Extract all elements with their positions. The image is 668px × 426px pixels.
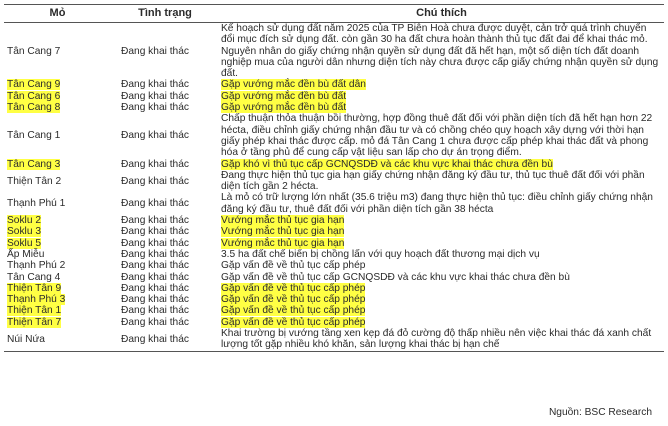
note-cell bbox=[219, 91, 664, 102]
source-note: Nguồn: BSC Research bbox=[548, 407, 652, 418]
mine-name-cell-text: Ấp Miễu bbox=[7, 248, 45, 260]
mine-name-cell-text: Soklu 5 bbox=[7, 237, 41, 249]
note-cell-text: Gặp vấn đề về thủ tục cấp phép bbox=[221, 260, 366, 272]
mine-name-cell bbox=[4, 102, 111, 113]
note-cell bbox=[219, 260, 664, 271]
mine-name-cell-text: Thiện Tân 1 bbox=[7, 305, 62, 317]
table-row bbox=[4, 23, 664, 80]
status-cell bbox=[111, 294, 219, 305]
note-cell bbox=[219, 102, 664, 113]
note-cell bbox=[219, 170, 664, 193]
mine-name-cell bbox=[4, 113, 111, 158]
table-row bbox=[4, 226, 664, 237]
note-cell bbox=[219, 226, 664, 237]
mine-name-cell bbox=[4, 192, 111, 215]
header-mine: Mỏ bbox=[4, 5, 111, 23]
status-cell bbox=[111, 305, 219, 316]
mine-name-cell bbox=[4, 283, 111, 294]
status-cell-text: Đang khai thác bbox=[121, 248, 189, 260]
note-cell bbox=[219, 249, 664, 260]
status-cell-text: Đang khai thác bbox=[121, 130, 189, 142]
status-cell-text: Đang khai thác bbox=[121, 271, 189, 283]
table-row bbox=[4, 159, 664, 170]
status-cell bbox=[111, 249, 219, 260]
status-cell bbox=[111, 79, 219, 90]
note-cell-text: Vướng mắc thủ tục gia hạn bbox=[221, 226, 345, 238]
mine-name-cell bbox=[4, 328, 111, 351]
note-cell bbox=[219, 328, 664, 351]
status-cell-text: Đang khai thác bbox=[121, 175, 189, 187]
mine-status-table bbox=[4, 4, 664, 352]
table-row bbox=[4, 113, 664, 158]
mine-name-cell-text: Thạnh Phú 2 bbox=[7, 260, 66, 272]
status-cell bbox=[111, 215, 219, 226]
table-row bbox=[4, 260, 664, 271]
note-cell bbox=[219, 272, 664, 283]
status-cell-text: Đang khai thác bbox=[121, 260, 189, 272]
note-cell-text: Gặp vấn đề về thủ tục cấp phép bbox=[221, 316, 366, 328]
note-cell bbox=[219, 294, 664, 305]
note-cell bbox=[219, 113, 664, 158]
table-body bbox=[4, 23, 664, 352]
mine-name-cell bbox=[4, 23, 111, 80]
mine-name-cell-text: Tân Cang 1 bbox=[7, 130, 61, 142]
header-note: Chú thích bbox=[219, 5, 664, 23]
status-cell-text: Đang khai thác bbox=[121, 282, 189, 294]
note-cell bbox=[219, 215, 664, 226]
mine-name-cell bbox=[4, 238, 111, 249]
mine-name-cell bbox=[4, 317, 111, 328]
mine-name-cell-text: Núi Nứa bbox=[7, 333, 45, 345]
note-cell-text: Là mỏ có trữ lượng lớn nhất (35.6 triệu m3) đang thực hiện thủ tục: điều chỉnh giấy chứng nhận đăng ký đầu tư, thuê đất đối với phần diện tích gần 38 hécta bbox=[221, 192, 653, 215]
status-cell-text: Đang khai thác bbox=[121, 198, 189, 210]
note-cell-text: Vướng mắc thủ tục gia hạn bbox=[221, 215, 345, 227]
mine-name-cell bbox=[4, 305, 111, 316]
mine-name-cell-text: Tân Cang 7 bbox=[7, 45, 61, 57]
note-cell-text: Gặp vấn đề về thủ tục cấp GCNQSDĐ và các khu vực khai thác chưa đền bù bbox=[221, 271, 570, 283]
status-cell bbox=[111, 113, 219, 158]
mine-name-cell bbox=[4, 159, 111, 170]
mine-name-cell-text: Tân Cang 8 bbox=[7, 102, 61, 114]
status-cell bbox=[111, 328, 219, 351]
status-cell-text: Đang khai thác bbox=[121, 316, 189, 328]
note-cell bbox=[219, 79, 664, 90]
table-row bbox=[4, 317, 664, 328]
note-cell-text: Gặp vướng mắc đền bù đất bbox=[221, 90, 347, 102]
status-cell bbox=[111, 283, 219, 294]
mine-name-cell bbox=[4, 260, 111, 271]
table-row bbox=[4, 272, 664, 283]
table-row bbox=[4, 305, 664, 316]
note-cell bbox=[219, 159, 664, 170]
status-cell-text: Đang khai thác bbox=[121, 215, 189, 227]
status-cell bbox=[111, 272, 219, 283]
header-status: Tình trạng bbox=[111, 5, 219, 23]
status-cell bbox=[111, 159, 219, 170]
mine-name-cell-text: Soklu 3 bbox=[7, 226, 41, 238]
note-cell bbox=[219, 238, 664, 249]
status-cell bbox=[111, 260, 219, 271]
status-cell-text: Đang khai thác bbox=[121, 237, 189, 249]
status-cell bbox=[111, 317, 219, 328]
table-row bbox=[4, 215, 664, 226]
status-cell bbox=[111, 170, 219, 193]
mine-name-cell bbox=[4, 215, 111, 226]
table-header-row bbox=[4, 5, 664, 23]
status-cell-text: Đang khai thác bbox=[121, 305, 189, 317]
note-cell-text: Gặp vướng mắc đền bù đất bbox=[221, 102, 347, 114]
mine-name-cell-text: Tân Cang 9 bbox=[7, 79, 61, 91]
status-cell-text: Đang khai thác bbox=[121, 90, 189, 102]
mine-name-cell bbox=[4, 79, 111, 90]
note-cell-text: Vướng mắc thủ tục gia hạn bbox=[221, 237, 345, 249]
status-cell bbox=[111, 226, 219, 237]
mine-name-cell-text: Thạnh Phú 1 bbox=[7, 198, 66, 210]
note-cell-text: 3.5 ha đất chế biến bị chồng lấn với quy hoạch đất thương mại dịch vụ bbox=[221, 248, 540, 260]
status-cell-text: Đang khai thác bbox=[121, 158, 189, 170]
table-row bbox=[4, 294, 664, 305]
status-cell-text: Đang khai thác bbox=[121, 102, 189, 114]
status-cell-text: Đang khai thác bbox=[121, 333, 189, 345]
status-cell-text: Đang khai thác bbox=[121, 226, 189, 238]
table-row bbox=[4, 102, 664, 113]
mine-name-cell-text: Thiện Tân 7 bbox=[7, 316, 62, 328]
status-cell bbox=[111, 238, 219, 249]
table-row bbox=[4, 170, 664, 193]
table-row bbox=[4, 283, 664, 294]
table-row bbox=[4, 328, 664, 351]
table-row bbox=[4, 192, 664, 215]
mine-name-cell bbox=[4, 91, 111, 102]
status-cell bbox=[111, 192, 219, 215]
status-cell-text: Đang khai thác bbox=[121, 79, 189, 91]
note-cell-text: Gặp vấn đề về thủ tục cấp phép bbox=[221, 305, 366, 317]
note-cell bbox=[219, 283, 664, 294]
table-row bbox=[4, 91, 664, 102]
note-cell-text: Chấp thuận thỏa thuận bồi thường, hợp đồng thuê đất đối với phần diện tích đã hết hạn hơn 22 hécta, điều chỉnh giấy chứng nhận đầu tư và có chồng chéo quy hoạch xây dựng với thời hạn giấy phép khai thác được cấp. mỏ đá Tân Cang 1 chưa được cấp phép khai thác đất và phong hóa ở tầng phủ để cung cấp vật liệu san lấp cho dự án trọng điểm. bbox=[221, 113, 653, 159]
note-cell bbox=[219, 23, 664, 80]
note-cell-text: Gặp khó vì thủ tục cấp GCNQSDĐ và các khu vực khai thác chưa đền bù bbox=[221, 158, 553, 170]
mine-name-cell bbox=[4, 226, 111, 237]
note-cell-text: Gặp vấn đề về thủ tục cấp phép bbox=[221, 282, 366, 294]
mine-name-cell-text: Tân Cang 6 bbox=[7, 90, 61, 102]
note-cell-text: Gặp vấn đề về thủ tục cấp phép bbox=[221, 294, 366, 306]
status-cell bbox=[111, 23, 219, 80]
mine-name-cell-text: Soklu 2 bbox=[7, 215, 41, 227]
mine-name-cell bbox=[4, 272, 111, 283]
note-cell-text: Gặp vướng mắc đền bù đất dân bbox=[221, 79, 366, 91]
note-cell-text: Khai trường bị vướng tầng xen kẹp đá đỏ cường độ thấp nhiều nên việc khai thác đá xanh chất lượng tốt gặp nhiều khó khăn, sản lượng khai thác bị hạn chế bbox=[221, 328, 652, 351]
note-cell bbox=[219, 192, 664, 215]
mine-name-cell bbox=[4, 294, 111, 305]
mine-name-cell bbox=[4, 249, 111, 260]
note-cell-text: Đang thực hiện thủ tục gia hạn giấy chứng nhận đăng ký đầu tư, thủ tục thuê đất đối với phần diện tích gần 2 hécta. bbox=[221, 169, 645, 193]
status-cell bbox=[111, 91, 219, 102]
status-cell-text: Đang khai thác bbox=[121, 294, 189, 306]
table-row bbox=[4, 79, 664, 90]
status-cell bbox=[111, 102, 219, 113]
mine-name-cell-text: Tân Cang 4 bbox=[7, 271, 61, 283]
mine-name-cell-text: Thiện Tân 2 bbox=[7, 175, 62, 187]
note-cell-text: Kế hoạch sử dụng đất năm 2025 của TP Biên Hoà chưa được duyệt, cản trở quá trình chuyển đổi mục đích sử dụng đất. còn gần 30 ha đất chưa hoàn thành thủ tục đất đai để khai thác mỏ. Nguyên nhân do giấy chứng nhận quyền sử dụng đất đã hết hạn, một số diện tích đất doanh nghiệp mua của người dân nhưng diện tích này chưa được cấp giấy chứng nhận quyền sử dụng đất. bbox=[221, 23, 659, 80]
table-row bbox=[4, 238, 664, 249]
note-cell bbox=[219, 317, 664, 328]
mine-name-cell-text: Tân Cang 3 bbox=[7, 158, 61, 170]
status-cell-text: Đang khai thác bbox=[121, 45, 189, 57]
note-cell bbox=[219, 305, 664, 316]
mine-name-cell-text: Thạnh Phú 3 bbox=[7, 294, 66, 306]
mine-name-cell bbox=[4, 170, 111, 193]
mine-name-cell-text: Thiện Tân 9 bbox=[7, 282, 62, 294]
table-row bbox=[4, 249, 664, 260]
